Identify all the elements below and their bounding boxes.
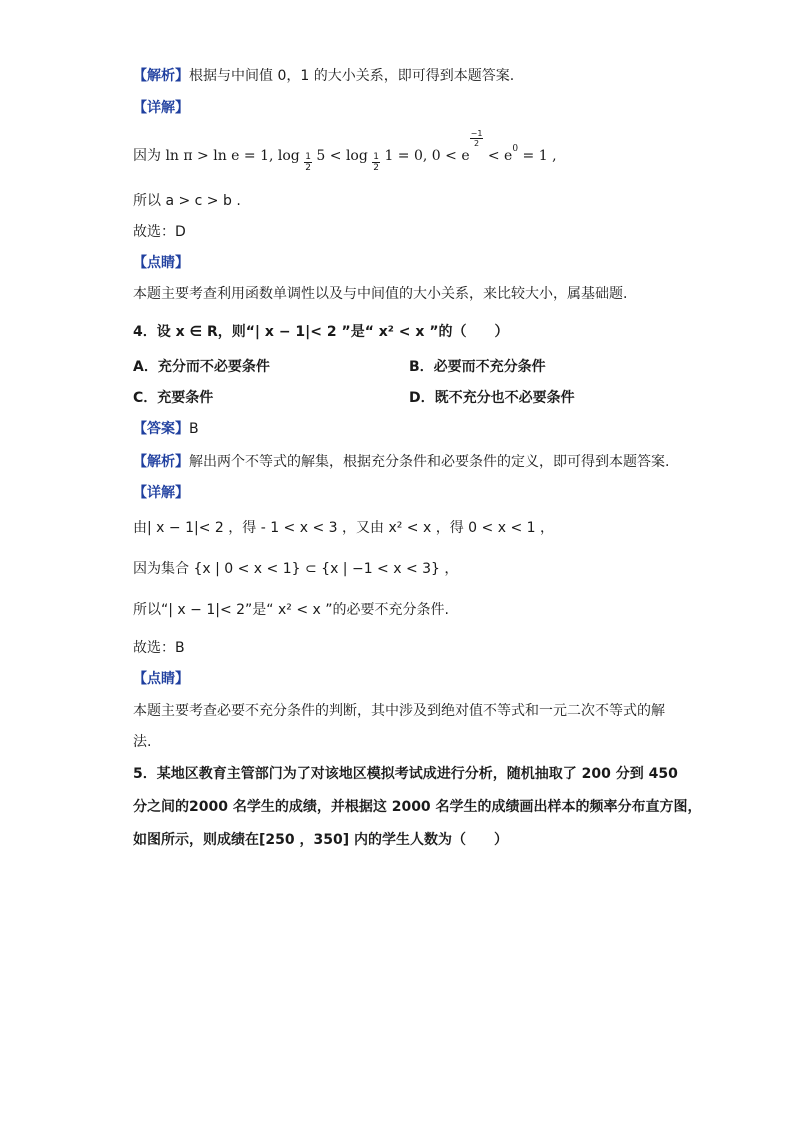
q4-option-c: C．充要条件 — [133, 390, 214, 406]
q3-comment-text: 本题主要考查利用函数单调性以及与中间值的大小关系，来比较大小，属基础题. — [133, 286, 628, 302]
analysis-tag: 【解析】 — [133, 68, 189, 84]
q4-step1: 由| x − 1|< 2 ，得 - 1 < x < 3 ，又由 x² < x ，得 0 < x < 1 ， — [133, 520, 554, 536]
q3-because-prefix: 因为 — [133, 148, 161, 164]
answer-tag: 【答案】 — [133, 421, 189, 437]
q4-detail-tag — [133, 483, 189, 503]
q3-because-line — [133, 129, 557, 173]
q3-detail-tag — [133, 98, 189, 118]
q5-stem-line3: 如图所示，则成绩在[250 ，350] 内的学生人数为（ ） — [133, 832, 508, 848]
q5-stem-line1: 5．某地区教育主管部门为了对该地区模拟考试成进行分析，随机抽取了 200 分到 450 — [133, 766, 678, 782]
q3-expr-part5: = 1 , — [518, 148, 557, 164]
q3-analysis-line — [133, 66, 514, 86]
detail-tag: 【详解】 — [133, 100, 189, 116]
q3-choose-line: 故选：D — [133, 224, 186, 240]
comment-tag: 【点睛】 — [133, 671, 189, 687]
q3-so-line: 所以 a > c > b . — [133, 193, 241, 209]
comment-tag: 【点睛】 — [133, 255, 189, 271]
q4-option-d: D．既不充分也不必要条件 — [409, 390, 575, 406]
analysis-tag: 【解析】 — [133, 454, 189, 470]
q4-comment-line1: 本题主要考查必要不充分条件的判断，其中涉及到绝对值不等式和一元二次不等式的解 — [133, 703, 665, 719]
q4-step2: 因为集合 {x | 0 < x < 1} ⊂ {x | −1 < x < 3} ， — [133, 561, 459, 577]
q4-analysis-line — [133, 452, 669, 472]
q3-comment-tag — [133, 253, 189, 273]
q4-option-a: A．充分而不必要条件 — [133, 359, 270, 375]
q4-answer-line — [133, 419, 199, 439]
q3-expr-part2: 5 < log — [316, 148, 368, 164]
q3-expr-part3: 1 = 0, 0 < e — [384, 148, 470, 164]
detail-tag: 【详解】 — [133, 485, 189, 501]
exponent-zero: 0 — [512, 144, 519, 154]
log-base-fraction-2: $\frac{1}{2}$ — [373, 151, 379, 173]
q4-stem: 4．设 x ∈ R，则“| x − 1|< 2 ”是“ x² < x ”的（ ） — [133, 324, 509, 340]
q4-comment-line2: 法. — [133, 734, 152, 750]
q4-comment-tag — [133, 669, 189, 689]
q3-expr-part4: < e — [487, 148, 513, 164]
q4-option-b: B．必要而不充分条件 — [409, 359, 546, 375]
q4-answer-value: B — [189, 421, 199, 437]
q5-stem-line2: 分之间的2000 名学生的成绩，并根据这 2000 名学生的成绩画出样本的频率分布直方图， — [133, 799, 702, 815]
exponent-fraction: $\frac{-1}{2}$ — [470, 129, 483, 148]
log-base-fraction-1: $\frac{1}{2}$ — [305, 151, 311, 173]
q3-analysis-text: 根据与中间值 0，1 的大小关系，即可得到本题答案. — [189, 68, 515, 84]
q4-step3: 所以“| x − 1|< 2”是“ x² < x ”的必要不充分条件. — [133, 602, 449, 618]
q4-choose-line: 故选：B — [133, 640, 185, 656]
q4-analysis-text: 解出两个不等式的解集，根据充分条件和必要条件的定义，即可得到本题答案. — [189, 454, 670, 470]
q3-expr-part1: ln π > ln e = 1, log — [165, 148, 300, 164]
